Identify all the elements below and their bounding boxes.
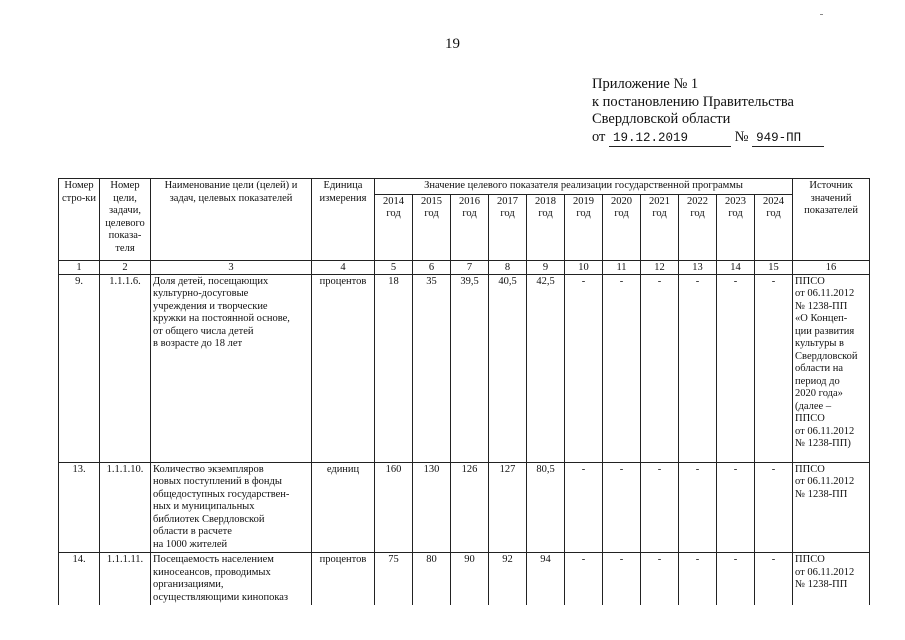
appendix-title: Приложение № 1 (592, 76, 699, 92)
value-cell: - (717, 462, 755, 553)
appendix-line-region: Свердловской области (592, 111, 731, 127)
col-header-year: 2021 год (641, 194, 679, 260)
value-cell: 94 (527, 553, 565, 606)
col-header-year: 2014 год (375, 194, 413, 260)
column-number: 8 (489, 260, 527, 274)
value-cell: - (755, 462, 793, 553)
column-number: 4 (312, 260, 375, 274)
source-cell: ППСО от 06.11.2012 № 1238-ПП (793, 553, 870, 606)
column-number: 10 (565, 260, 603, 274)
page-number: 19 (445, 36, 460, 52)
value-cell: - (755, 274, 793, 462)
column-number: 14 (717, 260, 755, 274)
col-header-source: Источник значений показателей (793, 179, 870, 261)
resolution-number: 949-ПП (752, 131, 824, 147)
col-header-name: Наименование цели (целей) и задач, целевых показателей (151, 179, 312, 261)
value-cell: - (755, 553, 793, 606)
col-header-year: 2020 год (603, 194, 641, 260)
col-header-goal-number: Номер цели, задачи, целевого показа-теля (100, 179, 151, 261)
value-cell: 39,5 (451, 274, 489, 462)
value-cell: - (603, 553, 641, 606)
value-cell: 127 (489, 462, 527, 553)
number-prefix: № (734, 128, 749, 145)
value-cell: - (679, 274, 717, 462)
column-number: 13 (679, 260, 717, 274)
indicator-name: Количество экземпляров новых поступлений в фонды общедоступных государствен- ных и муниципальных библиотек Свердловской области в расчете на 1000 жителей (151, 462, 312, 553)
source-cell: ППСО от 06.11.2012 № 1238-ПП «О Концеп- ции развития культуры в Свердловской области на период до 2020 года» (далее – ППСО от 06.11.2012 № 1238-ПП) (793, 274, 870, 462)
col-header-values-group: Значение целевого показателя реализации государственной программы (375, 179, 793, 195)
col-header-year: 2024 год (755, 194, 793, 260)
indicator-code: 1.1.1.10. (100, 462, 151, 553)
table-row (59, 274, 870, 462)
table-row (59, 553, 870, 606)
column-number: 11 (603, 260, 641, 274)
indicator-code: 1.1.1.11. (100, 553, 151, 606)
row-number: 13. (59, 462, 100, 553)
column-number: 9 (527, 260, 565, 274)
row-number: 14. (59, 553, 100, 606)
value-cell: - (717, 553, 755, 606)
column-numbers-row (59, 260, 870, 274)
value-cell: - (565, 462, 603, 553)
appendix-header (592, 76, 824, 147)
col-header-year: 2018 год (527, 194, 565, 260)
value-cell: 80 (413, 553, 451, 606)
appendix-date-line (592, 129, 824, 147)
value-cell: - (565, 553, 603, 606)
table-row (59, 462, 870, 553)
column-number: 5 (375, 260, 413, 274)
indicators-table (58, 178, 870, 605)
row-number: 9. (59, 274, 100, 462)
column-number: 6 (413, 260, 451, 274)
value-cell: - (679, 462, 717, 553)
column-number: 3 (151, 260, 312, 274)
column-number: 2 (100, 260, 151, 274)
col-header-year: 2019 год (565, 194, 603, 260)
column-number: 16 (793, 260, 870, 274)
value-cell: - (679, 553, 717, 606)
value-cell: - (641, 553, 679, 606)
value-cell: - (641, 462, 679, 553)
indicator-code: 1.1.1.6. (100, 274, 151, 462)
col-header-row-number: Номер стро-ки (59, 179, 100, 261)
column-number: 15 (755, 260, 793, 274)
col-header-year: 2015 год (413, 194, 451, 260)
scan-speck (820, 14, 823, 15)
value-cell: 40,5 (489, 274, 527, 462)
value-cell: 126 (451, 462, 489, 553)
col-header-year: 2022 год (679, 194, 717, 260)
value-cell: 75 (375, 553, 413, 606)
value-cell: - (565, 274, 603, 462)
value-cell: 160 (375, 462, 413, 553)
value-cell: - (603, 462, 641, 553)
value-cell: - (603, 274, 641, 462)
indicator-unit: процентов (312, 553, 375, 606)
date-prefix: от (592, 128, 606, 145)
col-header-year: 2023 год (717, 194, 755, 260)
appendix-line-resolution: к постановлению Правительства (592, 93, 794, 110)
column-number: 1 (59, 260, 100, 274)
header-row-1 (59, 179, 870, 195)
value-cell: - (717, 274, 755, 462)
indicator-unit: единиц (312, 462, 375, 553)
value-cell: 35 (413, 274, 451, 462)
value-cell: 92 (489, 553, 527, 606)
indicator-name: Посещаемость населением киносеансов, проводимых организациями, осуществляющими кинопоказ (151, 553, 312, 606)
value-cell: 42,5 (527, 274, 565, 462)
col-header-unit: Единица измерения (312, 179, 375, 261)
value-cell: - (641, 274, 679, 462)
value-cell: 18 (375, 274, 413, 462)
value-cell: 130 (413, 462, 451, 553)
indicator-unit: процентов (312, 274, 375, 462)
value-cell: 80,5 (527, 462, 565, 553)
col-header-year: 2016 год (451, 194, 489, 260)
resolution-date: 19.12.2019 (609, 131, 731, 147)
col-header-year: 2017 год (489, 194, 527, 260)
value-cell: 90 (451, 553, 489, 606)
source-cell: ППСО от 06.11.2012 № 1238-ПП (793, 462, 870, 553)
column-number: 12 (641, 260, 679, 274)
indicator-name: Доля детей, посещающих культурно-досуговые учреждения и творческие кружки на постоянной основе, от общего числа детей в возрасте до 18 лет (151, 274, 312, 462)
column-number: 7 (451, 260, 489, 274)
